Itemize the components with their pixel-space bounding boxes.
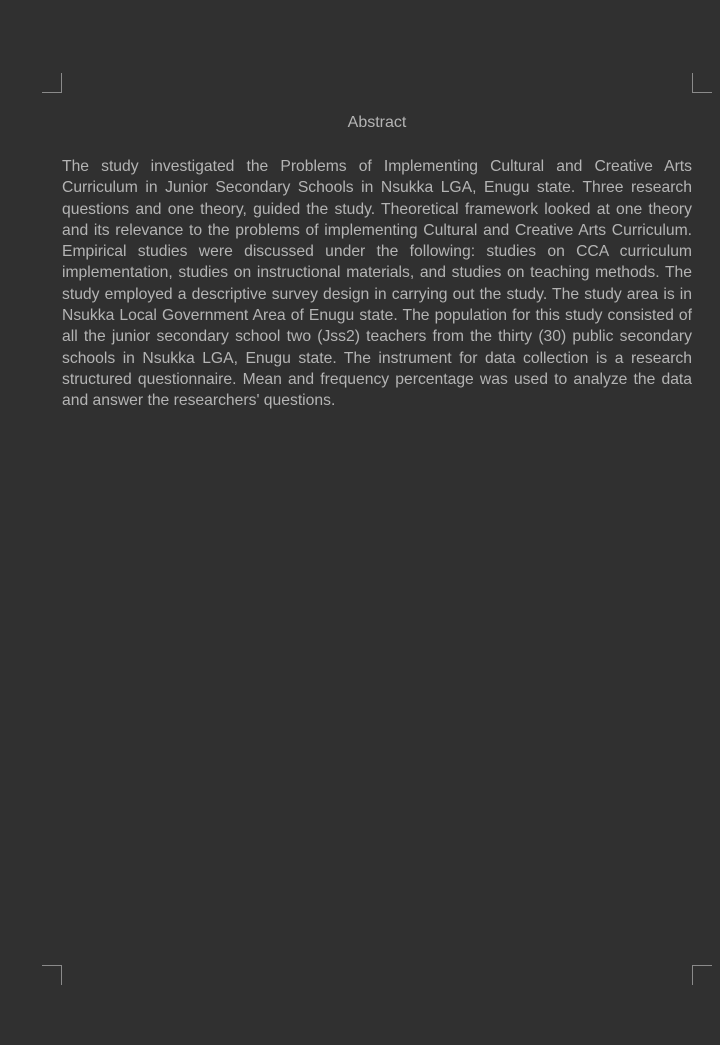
abstract-heading: Abstract	[347, 114, 407, 131]
crop-mark-top-right	[692, 73, 712, 93]
crop-mark-bottom-left	[42, 965, 62, 985]
crop-mark-top-left	[42, 73, 62, 93]
crop-mark-bottom-right	[692, 965, 712, 985]
abstract-paragraph: The study investigated the Problems of Implementing Cultural and Creative Arts Curriculum in Junior Secondary Schools in Nsukka LGA, Enugu state. Three research questions and one theory, guided the study. Theoretical framework looked at one theory and its relevance to the problems of implementing Cultural and Creative Arts Curriculum. Empirical studies were discussed under the following: studies on CCA curriculum implementation, studies on instructional materials, and studies on teaching methods. The study employed a descriptive survey design in carrying out the study. The study area is in Nsukka Local Government Area of Enugu state. The population for this study consisted of all the junior secondary school two (Jss2) teachers from the thirty (30) public secondary schools in Nsukka LGA, Enugu state. The instrument for data collection is a research structured questionnaire. Mean and frequency percentage was used to analyze the data and answer the researchers' questions.	[62, 158, 692, 410]
